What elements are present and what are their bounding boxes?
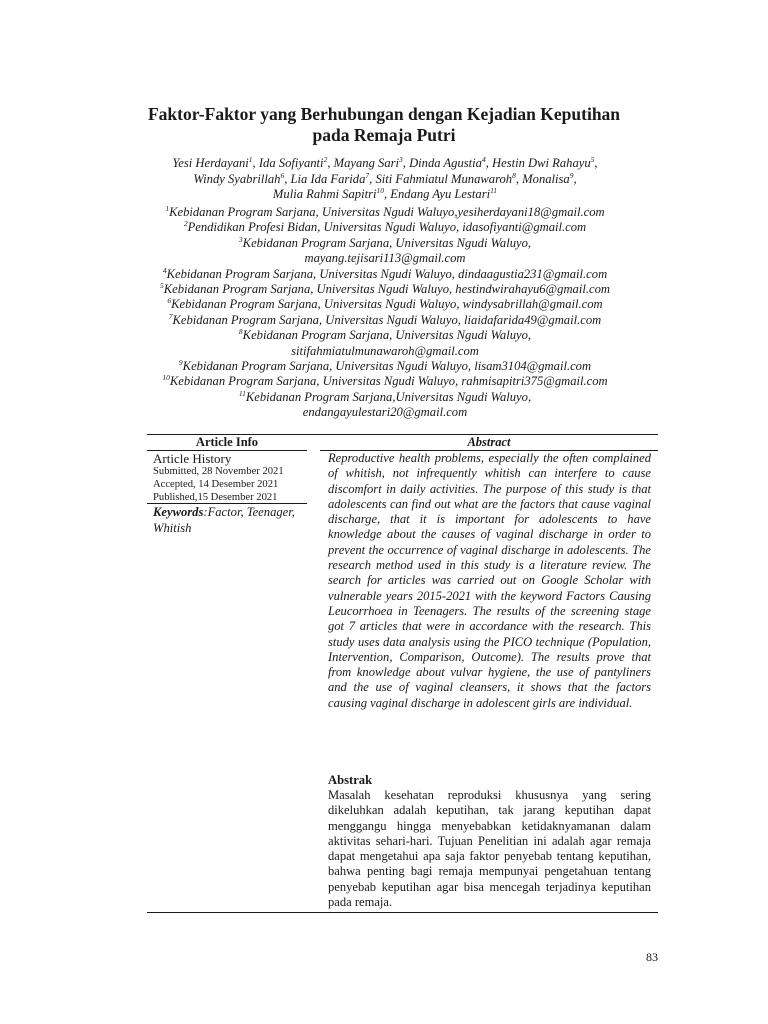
author-sup: 9 (569, 170, 574, 180)
affiliation-line (120, 282, 650, 297)
affiliation-sup: 3 (238, 234, 243, 244)
author-sup: 3 (399, 154, 403, 164)
affiliation-text: endangayulestari20@gmail.com (302, 405, 468, 420)
affiliation-sup: 2 (183, 219, 188, 229)
author-name: Endang Ayu Lestari (390, 187, 491, 201)
affiliation-text: Kebidanan Program Sarjana, Universitas Ngudi Waluyo, rahmisapitri375@gmail.com (169, 374, 608, 389)
abstract-text: Reproductive health problems, especially the often complained of whitish, not infrequently whitish can interfere to cause discomfort in daily activities. The purpose of this study is that adolescents can find out what are the factors that cause vaginal discharge, that it is important for adolescents to have knowledge about the causes of vaginal discharge in order to prevent the occurrence of vaginal discharge in adolescents. The research method used in this study is a literature review. The search for articles was carried out on Google Scholar with vulnerable years 2015-2021 with the keyword Factors Causing Leucorrhoea in Teenagers. The results of the screening stage got 7 articles that were in accordance with the research. This study uses data analysis using the PICO technique (Population, Intervention, Comparison, Outcome). The results prove that from knowledge about vulvar hygiene, the use of pantyliners and the use of vaginal cleansers, it shows that the factors causing vaginal discharge in adolescent girls are individual. (328, 451, 651, 710)
affiliation-text: Kebidanan Program Sarjana, Universitas Ngudi Waluyo, liaidafarida49@gmail.com (172, 312, 602, 327)
affiliation-line (120, 267, 650, 282)
author-sup: 10 (376, 185, 384, 195)
author-name: Windy Syabrillah (193, 171, 281, 186)
affiliation-text: sitifahmiatulmunawaroh@gmail.com (291, 343, 479, 358)
affiliation-sup: 7 (168, 311, 173, 321)
affiliation-text: Kebidanan Program Sarjana, Universitas Ngudi Waluyo, (242, 235, 532, 250)
author-name: Monalisa (522, 171, 570, 186)
affiliation-list (120, 205, 650, 421)
affiliation-sup: 6 (167, 296, 172, 306)
title-line-1: Faktor-Faktor yang Berhubungan dengan Kejadian Keputihan (147, 104, 621, 124)
affiliation-line (120, 359, 650, 374)
affiliation-text: mayang.tejisari113@gmail.com (304, 251, 466, 266)
author-sup: 11 (490, 185, 498, 195)
affiliation-text: Kebidanan Program Sarjana, Universitas Ngudi Waluyo, (242, 328, 532, 343)
affiliation-text: Pendidikan Profesi Bidan, Universitas Ngudi Waluyo, idasofiyanti@gmail.com (187, 220, 587, 235)
affiliation-sup: 1 (165, 203, 170, 213)
article-info-heading: Article Info (195, 435, 259, 449)
affiliation-sup: 11 (238, 388, 246, 398)
table-bottom-rule (147, 912, 658, 913)
affiliation-sup: 5 (160, 280, 164, 290)
author-sup: 6 (280, 170, 285, 180)
affiliation-text: Kebidanan Program Sarjana, Universitas Ngudi Waluyo, hestindwirahayu6@gmail.com (163, 282, 610, 297)
author-name: Lia Ida Farida (290, 171, 366, 186)
keywords-block (153, 505, 303, 536)
author-sup: 4 (481, 154, 486, 164)
abstract-heading: Abstract (467, 435, 511, 449)
keywords-text: :Factor, Teenager, Whitish (153, 505, 295, 535)
affiliation-line (120, 374, 650, 389)
page-number: 83 (646, 950, 658, 964)
author-name: Mayang Sari (333, 156, 400, 170)
affiliation-line (120, 251, 650, 266)
abstrak-text: Masalah kesehatan reproduksi khususnya yang sering dikeluhkan adalah keputihan, tak jarang keputihan dapat menggangu hingga menyebabkan ketidaknyamanan dalam aktivitas sehari-hari. Tujuan Penelitian ini adalah agar remaja dapat mengetahui apa saja faktor penyebab tentang keputihan, bahwa penting bagi remaja mempunyai pengetahuan tentang penyebab keputihan agar bisa mencegah terjadinya keputihan pada remaja. (328, 788, 651, 910)
affiliation-line (120, 405, 650, 420)
abstrak-heading: Abstrak (328, 773, 373, 787)
affiliation-line (120, 220, 650, 235)
affiliation-text: Kebidanan Program Sarjana, Universitas Ngudi Waluyo, lisam3104@gmail.com (182, 359, 592, 374)
paper-title (120, 104, 648, 146)
author-name: Ida Sofiyanti (258, 156, 324, 170)
submitted-date: Submitted, 28 November 2021 (153, 466, 284, 477)
affiliation-sup: 9 (178, 357, 183, 367)
author-name: Hestin Dwi Rahayu (492, 156, 591, 170)
keywords-label: Keywords (153, 505, 204, 519)
author-name: Yesi Herdayani (172, 156, 249, 170)
author-sup: 7 (365, 170, 370, 180)
affiliation-line (120, 313, 650, 328)
affiliation-text: Kebidanan Program Sarjana, Universitas Ngudi Waluyo, dindaagustia231@gmail.com (166, 266, 608, 281)
author-list: Yesi Herdayani$^1$, Ida Sofiyanti$^2$, Mayang Sari$^3$, Dinda Agustia$^4$, Hestin Dwi Rahayu$^5$, Windy Syabrillah$^6$, Lia Ida Farida$^7$, Siti Fahmiatul Munawaroh$^8$, Monalisa$^9$, Mulia Rahmi Sapitri$^{10}$, Endang Ayu Lestari$^{11}$ (172, 154, 598, 201)
affiliation-line (120, 236, 650, 251)
author-name: Siti Fahmiatul Munawaroh (375, 171, 513, 186)
article-history-title: Article History (153, 451, 232, 466)
affiliation-text: Kebidanan Program Sarjana, Universitas Ngudi Waluyo, windysabrillah@gmail.com (171, 297, 603, 312)
affiliation-line (120, 328, 650, 343)
published-date: Published,15 Desember 2021 (153, 492, 278, 503)
affiliation-line (120, 205, 650, 220)
title-line-2: pada Remaja Putri (312, 125, 456, 145)
affiliation-line (120, 297, 650, 312)
affiliation-text: Kebidanan Program Sarjana,Universitas Ngudi Waluyo, (245, 389, 532, 404)
author-name: Mulia Rahmi Sapitri (272, 187, 377, 201)
accepted-date: Accepted, 14 Desember 2021 (153, 479, 279, 490)
affiliation-sup: 8 (238, 327, 243, 337)
affiliation-sup: 4 (162, 265, 167, 275)
author-sup: 1 (248, 154, 253, 164)
author-name: Dinda Agustia (409, 156, 482, 170)
affiliation-line (120, 344, 650, 359)
affiliation-text: Kebidanan Program Sarjana, Universitas Ngudi Waluyo,yesiherdayani18@gmail.com (169, 205, 605, 219)
affiliation-line (120, 390, 650, 405)
author-sup: 8 (512, 170, 516, 180)
author-sup: 2 (323, 154, 328, 164)
affiliation-sup: 10 (162, 373, 170, 383)
author-sup: 5 (590, 154, 595, 164)
